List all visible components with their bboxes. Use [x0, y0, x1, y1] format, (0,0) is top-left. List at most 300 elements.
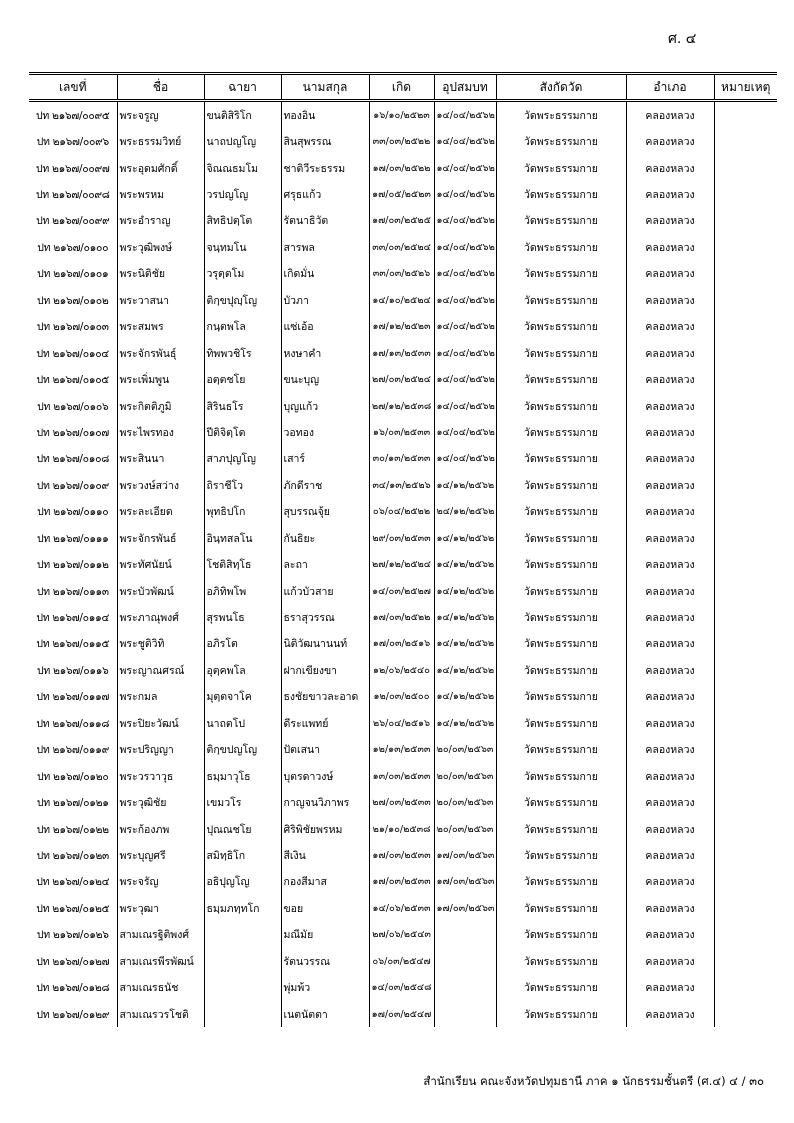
cell-temple: วัดพระธรรมกาย [496, 604, 626, 630]
cell-ordination: ๑๔/๑๒/๒๕๖๒ [434, 710, 496, 736]
cell-ordination: ๑๔/๑๒/๒๕๖๒ [434, 578, 496, 604]
cell-district: คลองหลวง [626, 446, 714, 472]
table-row [29, 710, 777, 736]
table-row [29, 393, 777, 419]
cell-district: คลองหลวง [626, 208, 714, 234]
cell-birth: ๓๔/๑๓/๒๕๒๖ [369, 472, 434, 498]
cell-ordination: ๑๔/๐๔/๒๕๖๒ [434, 101, 496, 129]
cell-ordination: ๑๔/๑๒/๒๕๖๒ [434, 604, 496, 630]
cell-number: ปท ๒๑๖๗/๐๑๒๘ [36, 982, 110, 995]
cell-number: ปท ๒๑๖๗/๐๑๑๖ [37, 664, 109, 677]
cell-ordination: ๒๐/๐๓/๒๕๖๓ [434, 816, 496, 842]
cell-district: คลองหลวง [626, 948, 714, 974]
cell-name: พระพรหม [117, 181, 204, 207]
cell-number: ปท ๒๑๖๗/๐๑๒๖ [36, 929, 109, 942]
table-row [29, 128, 777, 154]
cell-ordination: ๒๔/๑๒/๒๕๖๒ [434, 499, 496, 525]
student-roster-table [29, 72, 777, 1027]
header-row [29, 74, 777, 101]
cell-birth: ๑๔/๐๓/๒๕๔๘ [369, 974, 434, 1000]
table-row [29, 816, 777, 842]
cell-remarks [714, 208, 777, 234]
cell-birth: ๑๒/๑๓/๒๕๓๓ [369, 737, 434, 763]
cell-surname: ฝากเขียงขา [281, 657, 369, 683]
table-row [29, 208, 777, 234]
cell-monastic-title: ติกฺขปุญฺโญ [204, 287, 281, 313]
cell-remarks [714, 737, 777, 763]
table-row [29, 974, 777, 1000]
cell-number: ปท ๒๑๖๗/๐๐๙๗ [36, 162, 110, 175]
cell-name: พระทัศนัยน์ [117, 551, 204, 577]
cell-temple: วัดพระธรรมกาย [496, 181, 626, 207]
cell-surname: บัวภา [281, 287, 369, 313]
cell-ordination: ๒๐/๐๓/๒๕๖๓ [434, 763, 496, 789]
header-monastic-title: ฉายา [204, 74, 281, 101]
table-row [29, 287, 777, 313]
cell-birth: ๑๒/๐๖/๒๕๔๐ [369, 657, 434, 683]
cell-district: คลองหลวง [626, 922, 714, 948]
cell-surname: มณีมัย [281, 922, 369, 948]
cell-remarks [714, 869, 777, 895]
cell-number: ปท ๒๑๖๗/๐๑๒๔ [36, 876, 110, 889]
header-birth: เกิด [369, 74, 434, 101]
cell-ordination: ๑๗/๐๓/๒๕๖๓ [434, 869, 496, 895]
cell-temple: วัดพระธรรมกาย [496, 208, 626, 234]
cell-ordination: ๑๔/๑๒/๒๕๖๒ [434, 684, 496, 710]
cell-name: พระชูติวิทิ [117, 631, 204, 657]
header-temple: สังกัดวัด [496, 74, 626, 101]
cell-birth: ๐๖/๐๓/๒๕๔๗ [369, 948, 434, 974]
table-row [29, 789, 777, 815]
cell-temple: วัดพระธรรมกาย [496, 895, 626, 921]
cell-temple: วัดพระธรรมกาย [496, 922, 626, 948]
page-footer: สำนักเรียน คณะจังหวัดปทุมธานี ภาค ๑ นักธรรมชั้นตรี (ศ.๔) ๔ / ๓๐ [423, 1074, 764, 1088]
cell-monastic-title: อภิรโต [204, 631, 281, 657]
cell-monastic-title [204, 974, 281, 1000]
cell-surname: ปัตเสนา [281, 737, 369, 763]
cell-number: ปท ๒๑๖๗/๐๑๑๕ [36, 638, 110, 651]
cell-number: ปท ๒๑๖๗/๐๑๐๘ [36, 453, 110, 466]
cell-name: สามเณรธนัช [117, 974, 204, 1000]
cell-district: คลองหลวง [626, 261, 714, 287]
cell-name: พระละเอียด [117, 499, 204, 525]
cell-name: พระปริญญา [117, 737, 204, 763]
cell-remarks [714, 101, 777, 129]
cell-remarks [714, 763, 777, 789]
cell-ordination [434, 922, 496, 948]
cell-ordination [434, 948, 496, 974]
cell-surname: ดีระแพทย์ [281, 710, 369, 736]
cell-number: ปท ๒๑๖๗/๐๑๐๓ [36, 321, 109, 334]
cell-remarks [714, 922, 777, 948]
cell-ordination: ๑๔/๐๔/๒๕๖๒ [434, 128, 496, 154]
cell-number: ปท ๒๑๖๗/๐๑๐๕ [36, 374, 109, 387]
cell-temple: วัดพระธรรมกาย [496, 789, 626, 815]
cell-ordination: ๑๔/๑๒/๒๕๖๒ [434, 631, 496, 657]
cell-number: ปท ๒๑๖๗/๐๑๒๓ [36, 849, 109, 862]
cell-birth: ๒๙/๐๓/๒๕๓๓ [369, 525, 434, 551]
cell-birth: ๑๗/๐๓/๒๕๒๒ [369, 604, 434, 630]
cell-district: คลองหลวง [626, 869, 714, 895]
cell-remarks [714, 684, 777, 710]
cell-name: พระวุฒา [117, 895, 204, 921]
cell-temple: วัดพระธรรมกาย [496, 578, 626, 604]
table-row [29, 101, 777, 129]
header-surname: นามสกุล [281, 74, 369, 101]
cell-birth: ๐๖/๐๔/๒๕๒๒ [369, 499, 434, 525]
cell-birth: ๑๗/๑๒/๒๕๒๓ [369, 314, 434, 340]
cell-ordination: ๑๔/๑๒/๒๕๖๒ [434, 472, 496, 498]
cell-district: คลองหลวง [626, 128, 714, 154]
cell-monastic-title: ทิพพวชิโร [204, 340, 281, 366]
cell-temple: วัดพระธรรมกาย [496, 234, 626, 260]
cell-surname: ทองอิน [281, 101, 369, 129]
table-row [29, 737, 777, 763]
cell-birth: ๑๒/๐๓/๒๕๐๐ [369, 684, 434, 710]
cell-remarks [714, 393, 777, 419]
cell-temple: วัดพระธรรมกาย [496, 340, 626, 366]
cell-surname: ธงชัยขาวละอาด [281, 684, 369, 710]
table-row [29, 155, 777, 181]
cell-birth: ๒๗/๐๓/๒๕๒๔ [369, 366, 434, 392]
cell-monastic-title: สิรินธโร [204, 393, 281, 419]
cell-number: ปท ๒๑๖๗/๐๑๑๘ [36, 717, 110, 730]
cell-birth: ๒๑/๑๐/๒๕๓๘ [369, 816, 434, 842]
cell-temple: วัดพระธรรมกาย [496, 155, 626, 181]
cell-district: คลองหลวง [626, 472, 714, 498]
cell-birth: ๓๓/๐๓/๒๕๒๒ [369, 128, 434, 154]
cell-monastic-title: จิณณธมโม [204, 155, 281, 181]
cell-monastic-title: สาภปุญโญ [204, 446, 281, 472]
cell-district: คลองหลวง [626, 181, 714, 207]
cell-birth: ๒๗/๐๖/๒๕๔๓ [369, 922, 434, 948]
cell-ordination: ๒๐/๐๓/๒๕๖๓ [434, 789, 496, 815]
cell-monastic-title: พุทธิปโก [204, 499, 281, 525]
cell-temple: วัดพระธรรมกาย [496, 684, 626, 710]
table-row [29, 419, 777, 445]
cell-surname: สีเงิน [281, 842, 369, 868]
cell-surname: กันธิยะ [281, 525, 369, 551]
cell-remarks [714, 948, 777, 974]
cell-surname: สุบรรณจุ้ย [281, 499, 369, 525]
cell-surname: กาญจนวิภาพร [281, 789, 369, 815]
cell-remarks [714, 340, 777, 366]
cell-district: คลองหลวง [626, 234, 714, 260]
cell-remarks [714, 181, 777, 207]
cell-surname: ชาติวีระธรรม [281, 155, 369, 181]
cell-monastic-title: ปุณณชโย [204, 816, 281, 842]
cell-district: คลองหลวง [626, 737, 714, 763]
cell-surname: เสาร์ [281, 446, 369, 472]
table-row [29, 578, 777, 604]
cell-monastic-title: ธมฺมภทฺทโก [204, 895, 281, 921]
cell-birth: ๑๔/๐๖/๒๕๓๓ [369, 895, 434, 921]
cell-ordination: ๑๔/๑๒/๒๕๖๒ [434, 551, 496, 577]
cell-ordination: ๑๔/๐๔/๒๕๖๒ [434, 155, 496, 181]
cell-name: พระปิยะวัฒน์ [117, 710, 204, 736]
cell-number: ปท ๒๑๖๗/๐๑๑๙ [36, 744, 109, 757]
cell-monastic-title: นาถตโป [204, 710, 281, 736]
cell-temple: วัดพระธรรมกาย [496, 128, 626, 154]
table-row [29, 869, 777, 895]
cell-name: พระอุดมศักดิ์ [117, 155, 204, 181]
cell-ordination: ๑๔/๑๒/๒๕๖๒ [434, 525, 496, 551]
cell-district: คลองหลวง [626, 366, 714, 392]
cell-district: คลองหลวง [626, 816, 714, 842]
cell-remarks [714, 419, 777, 445]
cell-monastic-title: จนฺทมโน [204, 234, 281, 260]
cell-surname: แก้วบัวสาย [281, 578, 369, 604]
cell-temple: วัดพระธรรมกาย [496, 261, 626, 287]
cell-surname: สินสุพรรณ [281, 128, 369, 154]
cell-remarks [714, 525, 777, 551]
cell-monastic-title: อภิทิพโพ [204, 578, 281, 604]
cell-temple: วัดพระธรรมกาย [496, 869, 626, 895]
cell-monastic-title: นาถปญโญ [204, 128, 281, 154]
table-row [29, 499, 777, 525]
cell-name: พระบุญศรี [117, 842, 204, 868]
cell-remarks [714, 816, 777, 842]
cell-name: พระวรวาวุธ [117, 763, 204, 789]
cell-surname: นิติวัฒนานนท์ [281, 631, 369, 657]
cell-district: คลองหลวง [626, 657, 714, 683]
cell-number: ปท ๒๑๖๗/๐๑๐๐ [37, 241, 109, 254]
cell-monastic-title: สมิทฺธิโก [204, 842, 281, 868]
cell-number: ปท ๒๑๖๗/๐๐๙๙ [36, 215, 110, 228]
cell-ordination: ๑๔/๐๔/๒๕๖๒ [434, 208, 496, 234]
table-row [29, 551, 777, 577]
cell-surname: เนตนัตตา [281, 1001, 369, 1027]
cell-temple: วัดพระธรรมกาย [496, 816, 626, 842]
cell-temple: วัดพระธรรมกาย [496, 763, 626, 789]
cell-birth: ๒๗/๑๒/๒๕๒๔ [369, 551, 434, 577]
cell-number: ปท ๒๑๖๗/๐๑๑๑ [37, 532, 109, 545]
cell-name: พระวุฒิพงษ์ [117, 234, 204, 260]
cell-number: ปท ๒๑๖๗/๐๑๐๔ [36, 347, 109, 360]
cell-temple: วัดพระธรรมกาย [496, 419, 626, 445]
cell-number: ปท ๒๑๖๗/๐๑๒๒ [36, 823, 109, 836]
cell-monastic-title: อุตฺคพโล [204, 657, 281, 683]
cell-name: พระไพรทอง [117, 419, 204, 445]
cell-monastic-title: มุตฺตจาโค [204, 684, 281, 710]
header-number: เลขที่ [29, 74, 117, 101]
cell-monastic-title [204, 948, 281, 974]
cell-monastic-title: วรุตฺตโม [204, 261, 281, 287]
table-row [29, 604, 777, 630]
cell-ordination: ๑๔/๐๔/๒๕๖๒ [434, 181, 496, 207]
cell-temple: วัดพระธรรมกาย [496, 657, 626, 683]
cell-birth: ๑๔/๑๐/๒๕๒๔ [369, 287, 434, 313]
cell-remarks [714, 472, 777, 498]
cell-temple: วัดพระธรรมกาย [496, 631, 626, 657]
cell-district: คลองหลวง [626, 895, 714, 921]
cell-monastic-title: ถิราชีโว [204, 472, 281, 498]
cell-temple: วัดพระธรรมกาย [496, 842, 626, 868]
cell-number: ปท ๒๑๖๗/๐๑๑๐ [37, 506, 109, 519]
cell-name: พระจักรพันธุ์ [117, 340, 204, 366]
cell-monastic-title: อธิปุญโญ [204, 869, 281, 895]
cell-birth: ๑๗/๑๓/๒๕๓๓ [369, 340, 434, 366]
cell-birth: ๑๗/๐๓/๒๕๒๕ [369, 208, 434, 234]
cell-district: คลองหลวง [626, 578, 714, 604]
cell-temple: วัดพระธรรมกาย [496, 101, 626, 129]
cell-temple: วัดพระธรรมกาย [496, 948, 626, 974]
cell-number: ปท ๒๑๖๗/๐๑๐๑ [37, 268, 109, 281]
cell-temple: วัดพระธรรมกาย [496, 393, 626, 419]
cell-district: คลองหลวง [626, 842, 714, 868]
cell-surname: พุ่มพ้ว [281, 974, 369, 1000]
table-row [29, 234, 777, 260]
cell-remarks [714, 499, 777, 525]
cell-birth: ๑๗/๐๓/๒๕๓๓ [369, 842, 434, 868]
cell-name: พระญาณศรณ์ [117, 657, 204, 683]
cell-ordination: ๑๔/๐๔/๒๕๖๒ [434, 234, 496, 260]
table-row [29, 366, 777, 392]
cell-ordination: ๑๗/๐๓/๒๕๖๓ [434, 842, 496, 868]
cell-surname: หงษาคำ [281, 340, 369, 366]
cell-district: คลองหลวง [626, 340, 714, 366]
cell-number: ปท ๒๑๖๗/๐๑๐๗ [36, 426, 109, 439]
cell-name: พระนิติชัย [117, 261, 204, 287]
cell-monastic-title: สิทธิปตฺโต [204, 208, 281, 234]
cell-number: ปท ๒๑๖๗/๐๐๙๕ [36, 109, 110, 122]
cell-surname: เกิดมั่น [281, 261, 369, 287]
cell-name: พระอำราญ [117, 208, 204, 234]
cell-number: ปท ๒๑๖๗/๐๑๒๕ [36, 902, 110, 915]
table-row [29, 763, 777, 789]
table-row [29, 631, 777, 657]
cell-monastic-title: ปีติจิตฺโต [204, 419, 281, 445]
cell-temple: วัดพระธรรมกาย [496, 710, 626, 736]
cell-remarks [714, 155, 777, 181]
table-row [29, 314, 777, 340]
cell-monastic-title: ขนติสิริโก [204, 101, 281, 129]
table-row [29, 895, 777, 921]
cell-temple: วัดพระธรรมกาย [496, 472, 626, 498]
table-row [29, 684, 777, 710]
cell-temple: วัดพระธรรมกาย [496, 974, 626, 1000]
cell-name: สามเณรพีรพัฒน์ [117, 948, 204, 974]
cell-number: ปท ๒๑๖๗/๐๑๐๒ [37, 294, 109, 307]
cell-temple: วัดพระธรรมกาย [496, 499, 626, 525]
cell-remarks [714, 657, 777, 683]
table-row [29, 842, 777, 868]
cell-birth: ๒๖/๐๔/๒๕๑๖ [369, 710, 434, 736]
table-row [29, 948, 777, 974]
cell-temple: วัดพระธรรมกาย [496, 551, 626, 577]
cell-surname: กองสีมาส [281, 869, 369, 895]
cell-surname: บุตรดาวงษ์ [281, 763, 369, 789]
cell-remarks [714, 842, 777, 868]
cell-birth: ๓๓/๐๓/๒๕๒๖ [369, 261, 434, 287]
cell-remarks [714, 261, 777, 287]
cell-surname: ศิริพิชัยพรหม [281, 816, 369, 842]
cell-name: พระสินนา [117, 446, 204, 472]
cell-name: สามเณรฐิติพงศ์ [117, 922, 204, 948]
cell-remarks [714, 446, 777, 472]
cell-name: พระภาณุพงศ์ [117, 604, 204, 630]
cell-birth: ๑๓/๐๓/๒๕๓๓ [369, 763, 434, 789]
cell-monastic-title: เขมวโร [204, 789, 281, 815]
cell-remarks [714, 578, 777, 604]
cell-number: ปท ๒๑๖๗/๐๑๑๔ [36, 612, 110, 625]
cell-birth: ๑๖/๐๓/๒๕๓๓ [369, 419, 434, 445]
cell-district: คลองหลวง [626, 287, 714, 313]
cell-number: ปท ๒๑๖๗/๐๑๐๙ [36, 479, 109, 492]
cell-temple: วัดพระธรรมกาย [496, 1001, 626, 1027]
cell-remarks [714, 287, 777, 313]
cell-district: คลองหลวง [626, 393, 714, 419]
cell-number: ปท ๒๑๖๗/๐๑๒๗ [36, 955, 110, 968]
cell-district: คลองหลวง [626, 684, 714, 710]
cell-surname: ภักดีราช [281, 472, 369, 498]
table-row [29, 472, 777, 498]
cell-monastic-title: วรปญโญ [204, 181, 281, 207]
cell-ordination: ๑๔/๐๔/๒๕๖๒ [434, 393, 496, 419]
cell-remarks [714, 895, 777, 921]
cell-name: พระวาสนา [117, 287, 204, 313]
cell-monastic-title: ธมฺมาวุโธ [204, 763, 281, 789]
cell-district: คลองหลวง [626, 763, 714, 789]
cell-number: ปท ๒๑๖๗/๐๑๑๗ [36, 691, 110, 704]
cell-district: คลองหลวง [626, 710, 714, 736]
cell-name: พระจรูญ [117, 101, 204, 129]
cell-monastic-title: อินฺทสลโน [204, 525, 281, 551]
cell-name: พระวุฒิชัย [117, 789, 204, 815]
cell-district: คลองหลวง [626, 604, 714, 630]
cell-district: คลองหลวง [626, 551, 714, 577]
cell-name: พระเพิ่มพูน [117, 366, 204, 392]
cell-surname: รัตนาธิวัต [281, 208, 369, 234]
cell-number: ปท ๒๑๖๗/๐๑๐๖ [37, 400, 109, 413]
cell-temple: วัดพระธรรมกาย [496, 525, 626, 551]
cell-ordination: ๑๔/๐๔/๒๕๖๒ [434, 446, 496, 472]
cell-name: พระจรัญ [117, 869, 204, 895]
cell-surname: สารพล [281, 234, 369, 260]
cell-remarks [714, 789, 777, 815]
header-ordination: อุปสมบท [434, 74, 496, 101]
cell-temple: วัดพระธรรมกาย [496, 737, 626, 763]
cell-ordination: ๑๔/๐๔/๒๕๖๒ [434, 340, 496, 366]
cell-temple: วัดพระธรรมกาย [496, 446, 626, 472]
table-row [29, 340, 777, 366]
cell-birth: ๑๗/๐๓/๒๕๒๒ [369, 155, 434, 181]
cell-ordination: ๑๔/๑๒/๒๕๖๒ [434, 657, 496, 683]
table-row [29, 657, 777, 683]
cell-remarks [714, 974, 777, 1000]
page-code: ศ. ๔ [668, 31, 697, 47]
cell-surname: รัตนวรรณ [281, 948, 369, 974]
cell-district: คลองหลวง [626, 499, 714, 525]
cell-remarks [714, 604, 777, 630]
cell-remarks [714, 366, 777, 392]
cell-district: คลองหลวง [626, 1001, 714, 1027]
cell-temple: วัดพระธรรมกาย [496, 314, 626, 340]
table-row [29, 446, 777, 472]
cell-surname: แซ่เอ้อ [281, 314, 369, 340]
cell-surname: ธราสุวรรณ [281, 604, 369, 630]
cell-name: พระสมพร [117, 314, 204, 340]
cell-number: ปท ๒๑๖๗/๐๑๒๑ [36, 797, 109, 810]
cell-birth: ๓๐/๑๓/๒๕๓๓ [369, 446, 434, 472]
cell-ordination: ๑๔/๐๔/๒๕๖๒ [434, 287, 496, 313]
cell-monastic-title: สุรพนโธ [204, 604, 281, 630]
cell-name: สามเณรวรโชติ [117, 1001, 204, 1027]
cell-ordination: ๑๗/๐๓/๒๕๖๓ [434, 895, 496, 921]
cell-number: ปท ๒๑๖๗/๐๑๒๐ [37, 770, 109, 783]
cell-remarks [714, 1001, 777, 1027]
header-district: อำเภอ [626, 74, 714, 101]
